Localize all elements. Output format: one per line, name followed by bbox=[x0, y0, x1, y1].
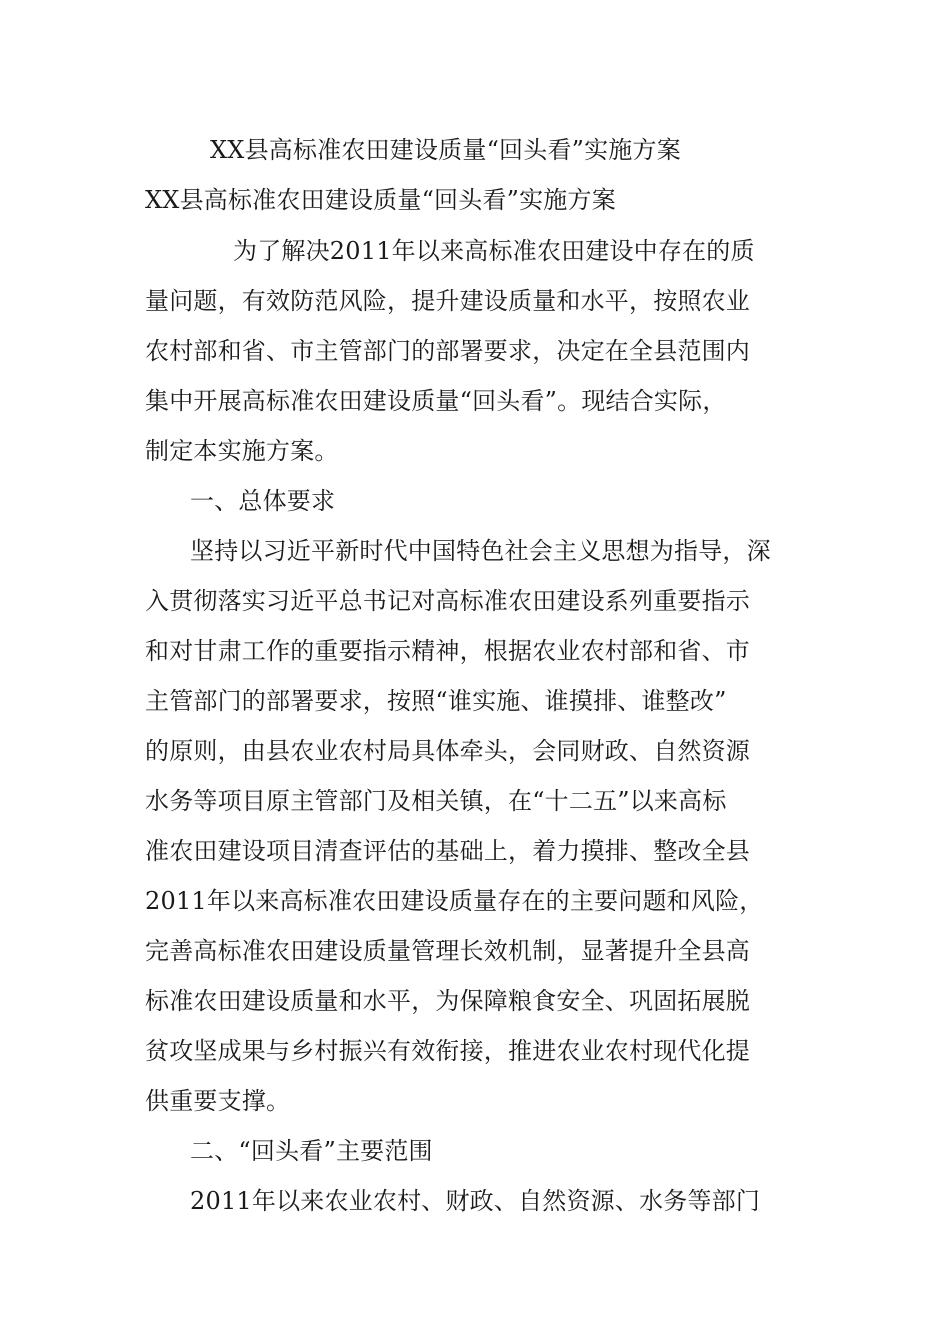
intro-line-2: 量问题，有效防范风险，提升建设质量和水平，按照农业 bbox=[145, 287, 750, 315]
section1-line-3: 和对甘肃工作的重要指示精神，根据农业农村部和省、市 bbox=[145, 637, 750, 665]
section1-line-5: 的原则，由县农业农村局具体牵头，会同财政、自然资源 bbox=[145, 737, 750, 765]
section1-line-1: 坚持以习近平新时代中国特色社会主义思想为指导，深 bbox=[190, 537, 771, 565]
section1-line-12: 供重要支撑。 bbox=[145, 1087, 291, 1115]
section2-line-1: 2011年以来农业农村、财政、自然资源、水务等部门 bbox=[190, 1187, 761, 1215]
section1-line-8: 2011年以来高标准农田建设质量存在的主要问题和风险， bbox=[145, 887, 764, 915]
section1-line-10: 标准农田建设质量和水平，为保障粮食安全、巩固拓展脱 bbox=[145, 987, 750, 1015]
section1-line-4: 主管部门的部署要求，按照“谁实施、谁摸排、谁整改” bbox=[145, 687, 727, 715]
intro-line-1: 为了解决2011年以来高标准农田建设中存在的质 bbox=[233, 237, 755, 265]
section1-heading: 一、总体要求 bbox=[190, 487, 336, 515]
section1-line-2: 入贯彻落实习近平总书记对高标准农田建设系列重要指示 bbox=[145, 587, 750, 615]
section2-heading: 二、“回头看”主要范围 bbox=[190, 1137, 433, 1165]
section1-line-6: 水务等项目原主管部门及相关镇，在“十二五”以来高标 bbox=[145, 787, 727, 815]
document-title-centered: XX县高标准农田建设质量“回头看”实施方案 bbox=[210, 136, 681, 164]
section1-line-7: 准农田建设项目清查评估的基础上，着力摸排、整改全县 bbox=[145, 837, 750, 865]
section1-line-11: 贫攻坚成果与乡村振兴有效衔接，推进农业农村现代化提 bbox=[145, 1037, 750, 1065]
intro-line-4: 集中开展高标准农田建设质量“回头看”。现结合实际， bbox=[145, 387, 727, 415]
section1-line-9: 完善高标准农田建设质量管理长效机制，显著提升全县高 bbox=[145, 937, 750, 965]
intro-line-3: 农村部和省、市主管部门的部署要求，决定在全县范围内 bbox=[145, 337, 750, 365]
document-title: XX县高标准农田建设质量“回头看”实施方案 bbox=[145, 186, 616, 214]
intro-line-5: 制定本实施方案。 bbox=[145, 437, 339, 465]
